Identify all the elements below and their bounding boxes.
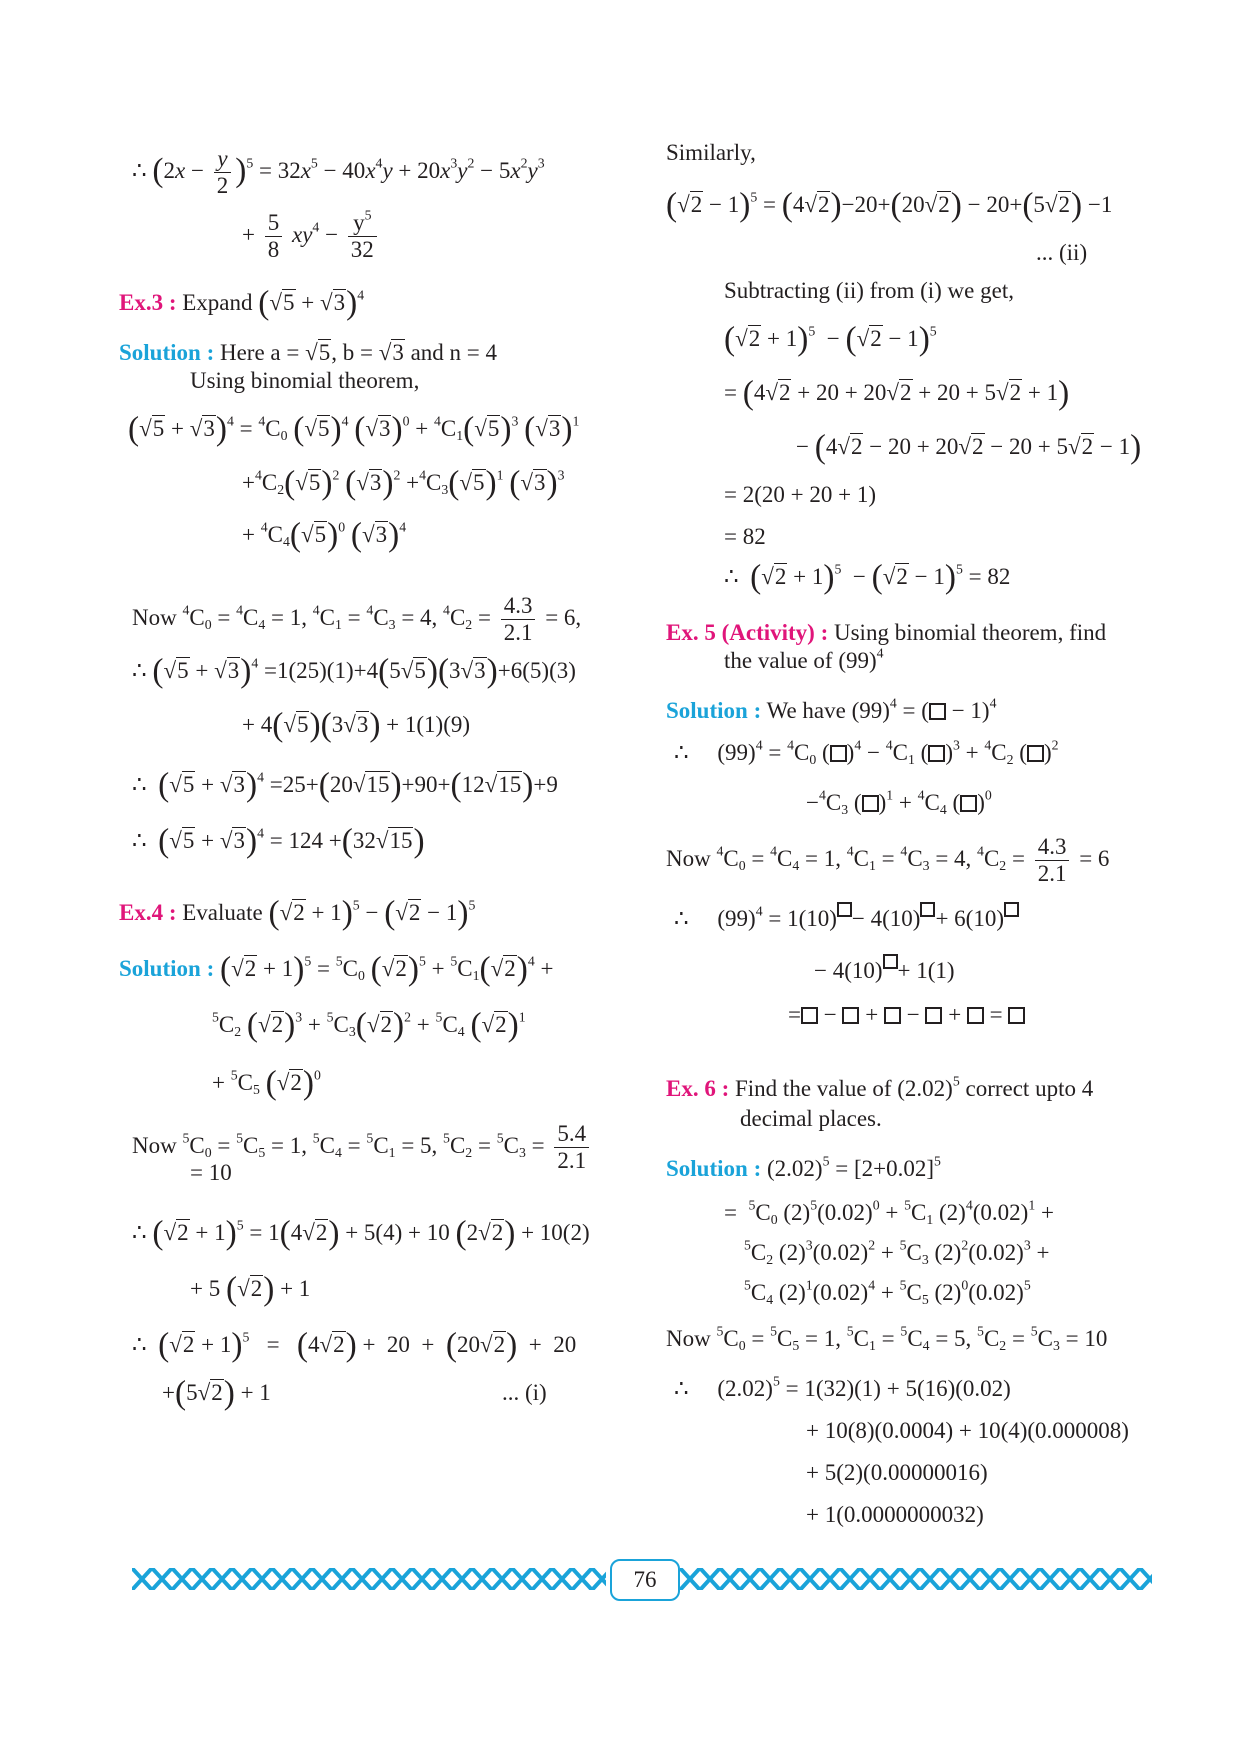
ex6-substitution1: ∴ $(2.02)^5 = 1(32)(1) + 5(16)(0.02)$ [674, 1373, 1011, 1401]
blank-box[interactable] [929, 703, 946, 720]
ex6-expansion2: $^5C_2$ $(2)^3(0.02)^2 + ^5C_3$ $(2)^2(0.02)^3$ + [744, 1237, 1050, 1268]
ex5-solution-label: Solution : [666, 698, 762, 723]
ex3-expand-text: Expand [182, 290, 253, 315]
ex3-simplified: ∴ $(√5 + √3)^4 =25+(20√15)+90+(12√15)+9$ [132, 766, 558, 804]
blank-box[interactable] [920, 902, 935, 917]
ex3-result-value: = 124 + [269, 828, 342, 853]
ex4-solution-step3: + $^5C_5$ $(√2)^0$ [212, 1064, 321, 1102]
ex5-heading-text2: the value of (99) [724, 648, 877, 673]
blank-box[interactable] [801, 1007, 818, 1024]
blank-box[interactable] [1027, 745, 1044, 762]
ex4-ncr-values: Now $^5C_0 = ^5C_5 = 1$, $^5C_4 = ^5C_1 = 5$, $^5C_2 = ^5C_3$ = $\frac{5.4}{2.1}$ [132, 1121, 593, 1174]
subtracting-text: Subtracting (ii) from (i) we get, [724, 278, 1014, 303]
footer-decoration-left [132, 1568, 606, 1590]
ex4-substitution1: ∴ $(√2 + 1)^5 = 1(4√2) + 5(4) + 10$ (2√2) + 10(2) [132, 1214, 590, 1252]
ex4-solution-step2: $^5C_2$ $(√2)^3 + ^5C_3(√2)^2 + ^5C_4$ $(√2)^1$ [212, 1006, 526, 1044]
blank-box[interactable] [928, 745, 945, 762]
ex3-substitution1: ∴ $(√5 + √3)^4 =1(25)(1)+4(5√5)(3√3)+6(5)(3)$ [132, 652, 576, 690]
ex3-label: Ex.3 : [119, 290, 177, 315]
ex4-difference-step1: = (4√2 + 20 + 20√2 + 20 + 5√2 + 1) [724, 374, 1070, 412]
ex4-solution-label: Solution : [119, 956, 215, 981]
ex3-solution-label: Solution : [119, 340, 215, 365]
blank-box[interactable] [842, 1007, 859, 1024]
equation-label-i: ... (i) [502, 1380, 547, 1405]
now-text: Now [666, 1326, 711, 1351]
ex6-heading: Ex. 6 : Find the value of $(2.02)^5$ correct upto 4 [666, 1073, 1094, 1101]
blank-box[interactable] [925, 1007, 942, 1024]
page-number: 76 [610, 1559, 680, 1601]
ex5-expansion2: $-^4C_3$ ( )$^1 + ^4C_4$ ( )$^0$ [806, 787, 992, 818]
ex2-result-line2: + $\frac{5}{8}$ $xy^4$ − $\frac{y^5}{32}$ [242, 210, 381, 263]
ex4-final-value: = 82 [968, 564, 1011, 589]
blank-box[interactable] [883, 954, 898, 969]
blank-box[interactable] [884, 1007, 901, 1024]
ex3-substitution2: + 4(√5)(3√3) + 1(1)(9) [242, 706, 471, 744]
footer-decoration-right [680, 1568, 1152, 1590]
ex4-ncr-result: = 10 [190, 1160, 232, 1185]
blank-box[interactable] [837, 902, 852, 917]
ex4-evaluate-text: Evaluate [182, 900, 263, 925]
ex4-label: Ex.4 : [119, 900, 177, 925]
ex4-solution-step1: Solution : $(√2 + 1)^5 = ^5C_0$ $(√2)^5 + ^5C_1(√2)^4$ + [119, 950, 554, 988]
ex4-simplified1: ∴ $(√2 + 1)^5 = (4√2) + 20 + (20√2) + 20$ [132, 1326, 577, 1364]
ex6-solution-label: Solution : [666, 1156, 762, 1181]
ex4-difference: $(√2 + 1)^5 - (√2 - 1)^5$ [724, 320, 937, 358]
ex5-substitution2: − 4(10) + 1(1) [814, 954, 955, 986]
ex3-heading: Ex.3 : Expand $(√5 + √3)^4$ [119, 284, 365, 322]
ex4-substitution2: + 5 (√2) + 1 [190, 1270, 311, 1308]
page-footer [132, 1563, 1152, 1597]
blank-box[interactable] [830, 745, 847, 762]
blank-box[interactable] [960, 795, 977, 812]
blank-box[interactable] [1004, 902, 1019, 917]
ex4-difference-step2: − (4√2 − 20 + 20√2 − 20 + 5√2 − 1) [796, 428, 1142, 466]
ex3-step1: $(√5 + √3)^4 = ^4C_0$ $(√5)^4$ $(√3)^0 + ^4C_1(√5)^3$ $(√3)^1$ [128, 410, 580, 448]
ex3-final: ∴ $(√5 + √3)^4 = 124 +(32√15)$ [132, 822, 425, 860]
ex5-heading-line2: the value of $(99)^4$ [724, 645, 884, 673]
blank-box[interactable] [967, 1007, 984, 1024]
similarly-text: Similarly, [666, 140, 756, 165]
ex4-value: = 82 [724, 524, 766, 549]
ex4-heading: Ex.4 : Evaluate $(√2 + 1)^5 - (√2 - 1)^5$ [119, 894, 476, 932]
ex4-final: ∴ $(√2 + 1)^5 - (√2 - 1)^5 = 82$ [724, 558, 1011, 596]
ex5-label: Ex. 5 (Activity) : [666, 620, 829, 645]
we-have-text: We have (99) [766, 698, 890, 723]
ex4-second-expansion: $(√2 - 1)^5 = (4√2)-20+(20√2) - 20+(5√2) -1$ [666, 186, 1113, 224]
ex6-heading-line2: decimal places. [740, 1106, 882, 1131]
ex6-ncr-values: Now $^5C_0 = ^5C_5 = 1$, $^5C_1 = ^5C_4 = 5$, $^5C_2 = ^5C_3 = 10$ [666, 1323, 1108, 1354]
ex6-label: Ex. 6 : [666, 1076, 730, 1101]
ex6-substitution4: + 1(0.0000000032) [806, 1502, 984, 1527]
ex4-sum: = 2(20 + 20 + 1) [724, 482, 876, 507]
ex3-using-binomial: Using binomial theorem, [190, 368, 420, 393]
ex6-substitution2: + 10(8)(0.0004) + 10(4)(0.000008) [806, 1418, 1129, 1443]
now-text: Now [666, 845, 711, 871]
now-text: Now [132, 604, 177, 630]
ex3-ncr-values: Now $^4C_0 = ^4C_4 = 1$, $^4C_1 = ^4C_3 = 4$, $^4C_2$ = $\frac{4.3}{2.1}$ = 6, [132, 593, 582, 645]
ex5-substitution1: ∴ $(99)^4 = 1(10) - 4(10) + 6(10)$ [674, 902, 1019, 934]
ex6-expansion3: $^5C_4$ $(2)^1(0.02)^4 + ^5C_5$ $(2)^0(0.02)^5$ [744, 1277, 1031, 1308]
now-text: Now [132, 1132, 177, 1158]
ex5-result-blanks: = − + − + = [788, 1000, 1025, 1030]
ex3-step3: + $^4C_4(√5)^0$ $(√3)^4$ [242, 516, 407, 554]
ex5-heading-text: Using binomial theorem, find [834, 620, 1107, 645]
ex4-simplified2: +(5√2) + 1 [162, 1374, 271, 1412]
ex5-solution-line: Solution : We have $(99)^4$ = ( − 1)$^4$ [666, 695, 997, 723]
ex2-result-line1: ∴ (2x − $\frac{y}{2}$ )$^5 = 32x^5 - 40x^4y + 20x^3y^2 - 5x^2y^3$ [132, 146, 545, 198]
ex3-step2: $+^4C_2(√5)^2$ $(√3)^2 +^4C_3(√5)^1$ $(√3)^3$ [242, 464, 565, 502]
ex6-heading-text: Find the value of (2.02) [735, 1076, 953, 1101]
ex6-heading-text-b: correct upto 4 [959, 1076, 1094, 1101]
blank-box[interactable] [1008, 1007, 1025, 1024]
ex5-heading [666, 618, 1106, 648]
ex6-expansion1: = $^5C_0$ $(2)^5(0.02)^0 + ^5C_1$ $(2)^4(0.02)^1$ + [724, 1197, 1054, 1228]
ex3-solution-line: Solution : Here a = √5, b = √3 and n = 4 [119, 340, 498, 365]
here-text: Here [219, 340, 265, 365]
equation-label-ii: ... (ii) [1036, 240, 1088, 265]
ex5-ncr-values: Now $^4C_0 = ^4C_4 = 1$, $^4C_1 = ^4C_3 = 4$, $^4C_2$ = $\frac{4.3}{2.1}$ = 6 [666, 834, 1110, 886]
ex6-solution-line: Solution : $(2.02)^5 = [2+0.02]^5$ [666, 1153, 941, 1181]
blank-box[interactable] [862, 795, 879, 812]
ex5-expansion1: ∴ $(99)^4 = ^4C_0$ ( )$^4 - ^4C_1$ ( )$^3 + ^4C_2$ ( )$^2$ [674, 737, 1059, 768]
ex6-substitution3: + 5(2)(0.00000016) [806, 1460, 988, 1485]
